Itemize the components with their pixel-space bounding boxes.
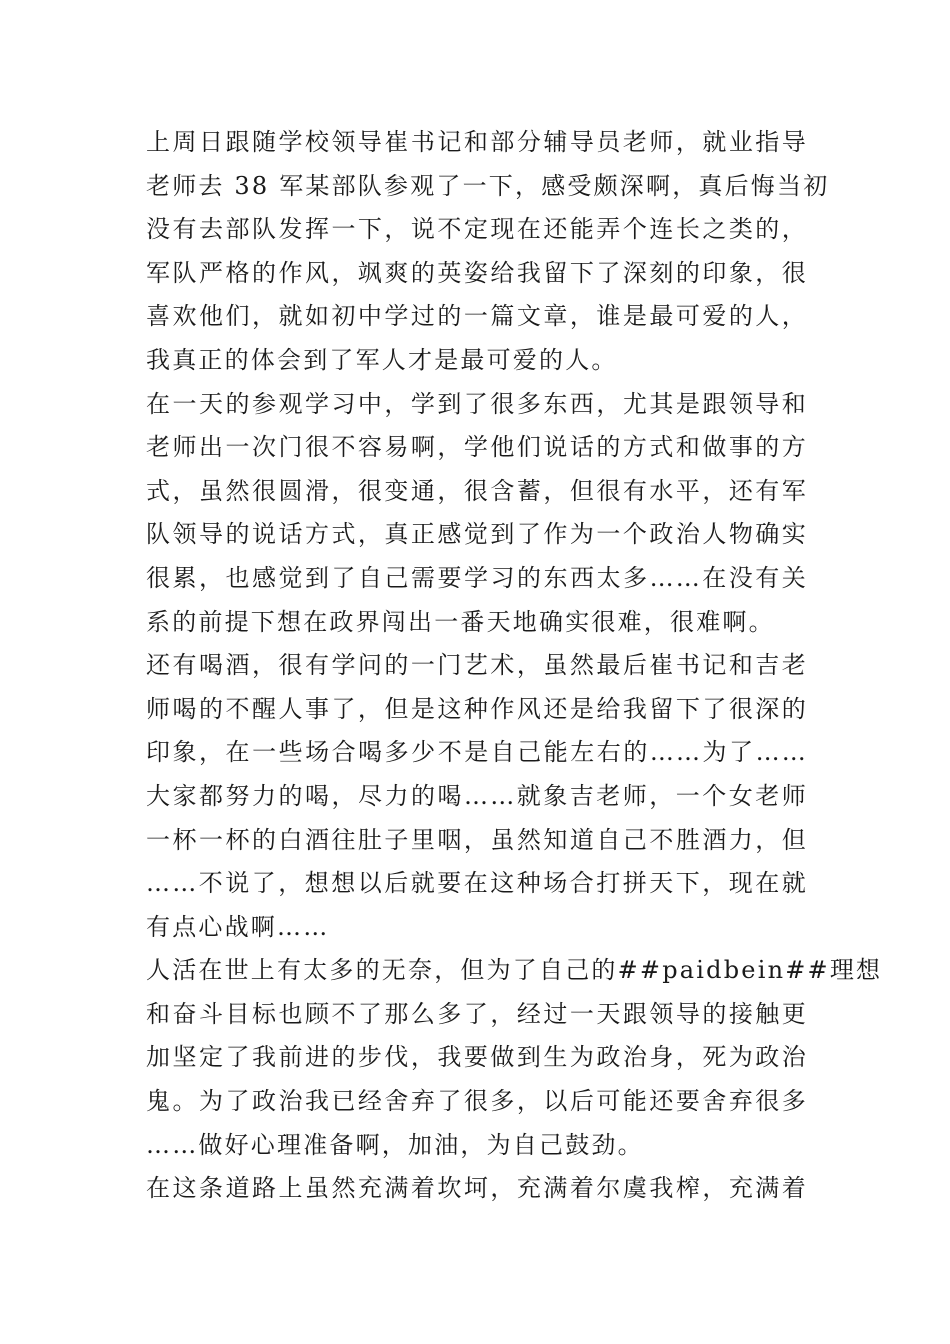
text-line: 队领导的说话方式，真正感觉到了作为一个政治人物确实 <box>146 520 808 549</box>
text-line: 有点心战啊…… <box>146 912 330 941</box>
text-line: ……不说了，想想以后就要在这种场合打拼天下，现在就 <box>146 869 808 898</box>
text-line: 老师去 38 军某部队参观了一下，感受颇深啊，真后悔当初 <box>146 171 830 200</box>
text-line: 和奋斗目标也顾不了那么多了，经过一天跟领导的接触更 <box>146 999 808 1028</box>
text-line: 一杯一杯的白酒往肚子里咽，虽然知道自己不胜酒力，但 <box>146 825 808 854</box>
text-line: 鬼。为了政治我已经舍弃了很多，以后可能还要舍弃很多 <box>146 1087 808 1116</box>
text-line: 师喝的不醒人事了，但是这种作风还是给我留下了很深的 <box>146 694 808 723</box>
document-body <box>146 121 883 1211</box>
text-line: ……做好心理准备啊，加油，为自己鼓劲。 <box>146 1130 644 1159</box>
paragraph-drinking <box>146 644 808 949</box>
text-line: 我真正的体会到了军人才是最可爱的人。 <box>146 345 618 374</box>
paragraph-army-visit <box>146 121 830 383</box>
text-line: 式，虽然很圆滑，很变通，很含蓄，但很有水平，还有军 <box>146 476 808 505</box>
text-line: 很累，也感觉到了自己需要学习的东西太多……在没有关 <box>146 563 808 592</box>
paragraph-learning <box>146 383 808 645</box>
text-line: 老师出一次门很不容易啊，学他们说话的方式和做事的方 <box>146 433 808 462</box>
text-line: 上周日跟随学校领导崔书记和部分辅导员老师，就业指导 <box>146 128 808 156</box>
paragraph-ambition <box>146 949 883 1167</box>
text-line: 喜欢他们，就如初中学过的一篇文章，谁是最可爱的人， <box>146 302 808 331</box>
text-line: 没有去部队发挥一下，说不定现在还能弄个连长之类的， <box>146 215 808 244</box>
text-line: 系的前提下想在政界闯出一番天地确实很难，很难啊。 <box>146 607 775 636</box>
text-line: 军队严格的作风，飒爽的英姿给我留下了深刻的印象，很 <box>146 258 808 287</box>
text-line: 在这条道路上虽然充满着坎坷，充满着尔虞我榨，充满着 <box>146 1174 808 1203</box>
text-line: 加坚定了我前进的步伐，我要做到生为政治身，死为政治 <box>146 1043 808 1072</box>
text-line: 还有喝酒，很有学问的一门艺术，虽然最后崔书记和吉老 <box>146 651 808 680</box>
text-line: 人活在世上有太多的无奈，但为了自己的##paidbein##理想 <box>146 956 883 985</box>
text-line: 大家都努力的喝，尽力的喝……就象吉老师，一个女老师 <box>146 781 808 810</box>
text-line: 在一天的参观学习中，学到了很多东西，尤其是跟领导和 <box>146 389 808 418</box>
paragraph-road <box>146 1167 808 1211</box>
text-line: 印象，在一些场合喝多少不是自己能左右的……为了…… <box>146 738 808 767</box>
